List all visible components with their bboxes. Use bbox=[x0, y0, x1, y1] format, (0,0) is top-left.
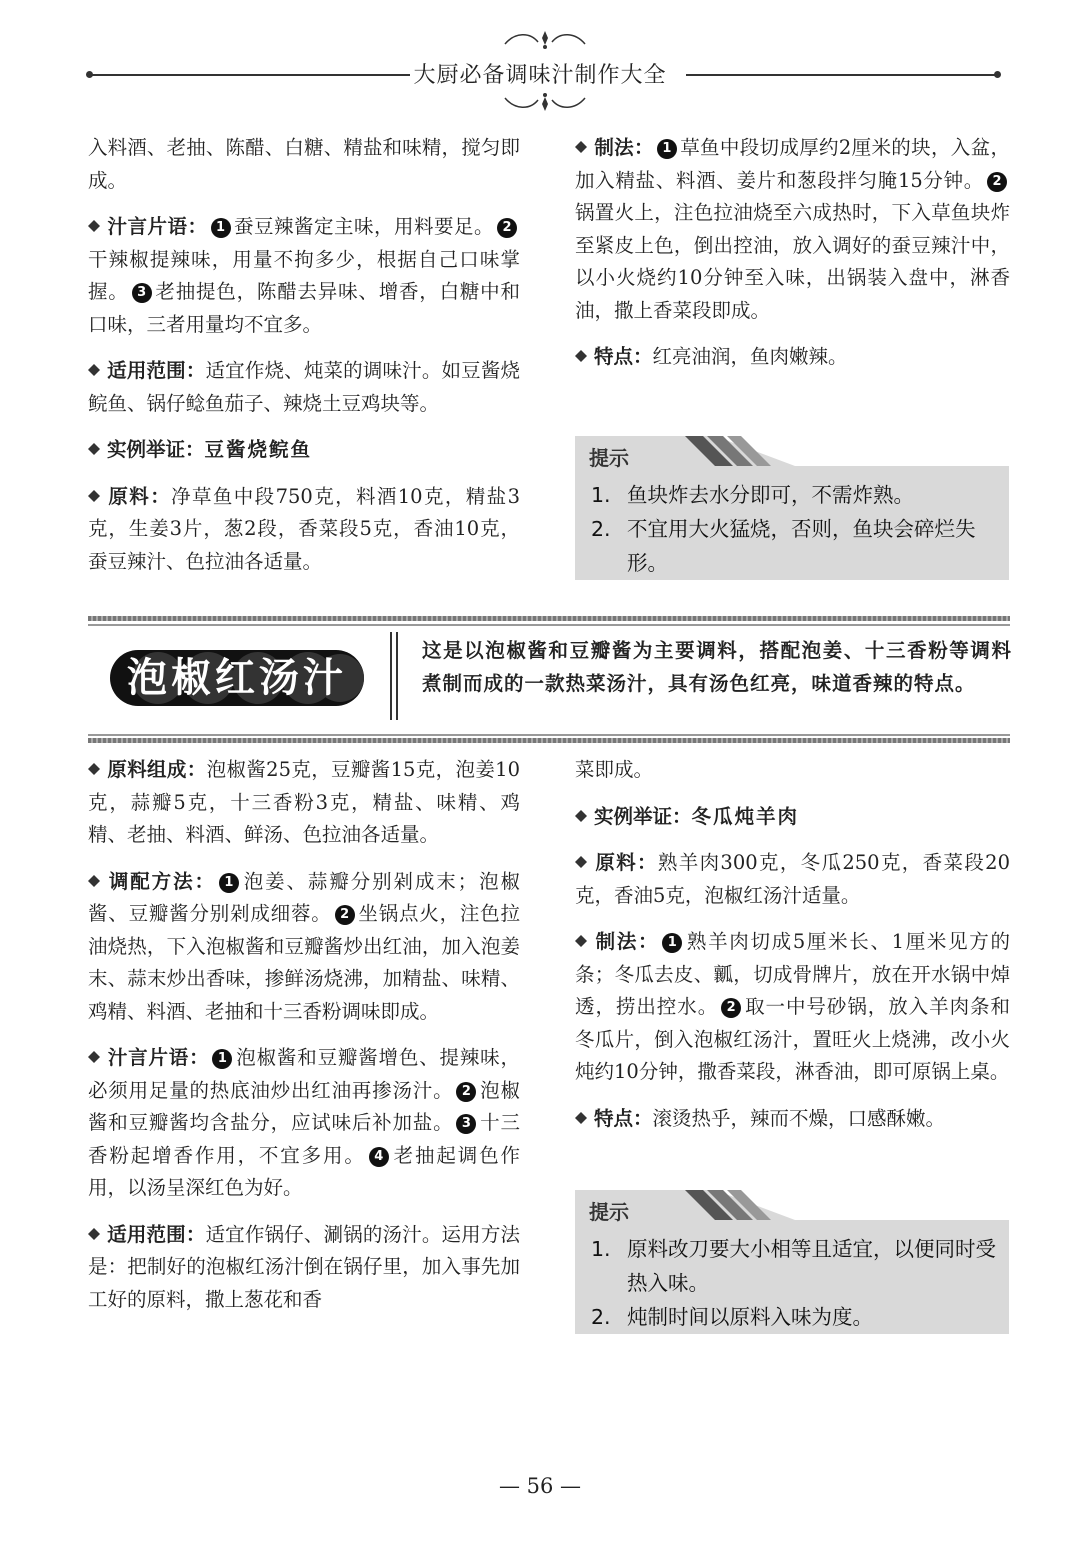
diamond-right-icon bbox=[581, 1112, 587, 1124]
tip-number: 2. bbox=[591, 517, 611, 541]
example-paragraph bbox=[88, 434, 520, 467]
prep-paragraph bbox=[88, 866, 520, 1029]
ingredients-text: 净草鱼中段750克，料酒10克，精盐3克，生姜3片，葱2段，香菜段5克，香油10克，蚕豆辣汁、色拉油各适量。 bbox=[88, 484, 520, 573]
method-label: 制法： bbox=[594, 930, 660, 953]
recipe-text bbox=[88, 132, 520, 197]
tip-item bbox=[591, 1232, 997, 1300]
tip-item: 十三香粉起增香作用，不宜多用。 bbox=[88, 1111, 520, 1167]
tip-text: 不宜用大火猛烧，否则，鱼块会碎烂失形。 bbox=[627, 517, 976, 575]
header-ornament-bottom bbox=[500, 92, 590, 114]
tips-label: 汁言片语： bbox=[107, 1046, 210, 1069]
scope-label: 适用范围： bbox=[107, 359, 206, 382]
number-1-icon: 1 bbox=[657, 139, 677, 159]
example-label: 实例举证： bbox=[594, 804, 692, 828]
example-dish: 冬瓜炖羊肉 bbox=[691, 804, 800, 828]
ingredients-text: 熟羊肉300克，冬瓜250克，香菜段20克，香油5克，泡椒红汤汁适量。 bbox=[575, 851, 1010, 907]
tip-list bbox=[591, 1232, 997, 1334]
tip-box-top bbox=[575, 446, 1009, 580]
scope-paragraph bbox=[88, 355, 520, 420]
diamond-right-icon bbox=[581, 141, 587, 153]
tip-item bbox=[591, 478, 997, 512]
tip-item: 老抽起调色作用，以汤呈深红色为好。 bbox=[88, 1143, 520, 1199]
ingredients-label: 原料组成： bbox=[107, 758, 207, 781]
number-3-icon: 3 bbox=[456, 1114, 476, 1134]
header-dot-right bbox=[994, 71, 1001, 78]
diamond-right-icon bbox=[581, 350, 587, 362]
tip-text: 鱼块炸去水分即可，不需炸熟。 bbox=[627, 483, 914, 507]
tip-item: 泡椒酱和豆瓣酱均含盐分，应试味后补加盐。 bbox=[88, 1078, 520, 1134]
ingredients-text: 泡椒酱25克，豆瓣酱15克，泡姜10克，蒜瓣5克，十三香粉3克，精盐、味精、鸡精、老抽、料酒、鲜汤、色拉油各适量。 bbox=[88, 758, 520, 846]
diamond-right-icon bbox=[581, 810, 587, 822]
section-rule-bottom bbox=[88, 734, 1010, 736]
bottom-right-column bbox=[575, 754, 1010, 1149]
method-step: 锅置火上，注色拉油烧至六成热时，下入草鱼块炸至紧皮上色，倒出控油，放入调好的蚕豆辣汁中，以小火烧约10分钟至入味，出锅装入盘中，淋香油，撒上香菜段即成。 bbox=[575, 201, 1010, 322]
number-2-icon: 2 bbox=[335, 905, 355, 925]
feature-paragraph bbox=[575, 1103, 1010, 1136]
tip-number: 2. bbox=[591, 1305, 611, 1329]
number-1-icon: 1 bbox=[219, 873, 239, 893]
tip-item: 蚕豆辣酱定主味，用料要足。 bbox=[233, 215, 494, 238]
continued-text: 菜即成。 bbox=[575, 758, 654, 781]
method-step: 草鱼中段切成厚约2厘米的块，入盆，加入精盐、料酒、姜片和葱段拌匀腌15分钟。 bbox=[575, 136, 1010, 192]
continued-paragraph bbox=[575, 754, 1010, 787]
section-band-bottom bbox=[88, 738, 1010, 743]
number-1-icon: 1 bbox=[212, 1049, 232, 1069]
diamond-right-icon bbox=[94, 220, 100, 232]
diamond-right-icon bbox=[94, 875, 100, 887]
method-paragraph bbox=[575, 132, 1010, 327]
section-divider-2 bbox=[396, 632, 398, 720]
tip-item bbox=[591, 1300, 997, 1334]
header-rule-right bbox=[686, 74, 996, 76]
section-band-top bbox=[88, 616, 1010, 621]
continued-paragraph: 入料酒、老抽、陈醋、白糖、精盐和味精，搅匀即成。 bbox=[88, 136, 520, 192]
tip-item: 泡椒酱和豆瓣酱增色、提辣味，必须用足量的热底油炒出红油再掺汤汁。 bbox=[88, 1046, 520, 1102]
tips-paragraph bbox=[88, 1042, 520, 1205]
scope-text: 适宜作烧、炖菜的调味汁。如豆酱烧鲩鱼、锅仔鲶鱼茄子、辣烧土豆鸡块等。 bbox=[88, 359, 520, 415]
diamond-right-icon bbox=[94, 490, 100, 502]
number-2-icon: 2 bbox=[987, 172, 1007, 192]
bottom-left-column bbox=[88, 754, 520, 1330]
method-step: 取一中号砂锅，放入羊肉条和冬瓜片，倒入泡椒红汤汁，置旺火上烧沸，改小火炖约10分钟，撒香菜段，淋香油，即可原锅上桌。 bbox=[575, 995, 1010, 1083]
tip-number: 1. bbox=[591, 1237, 611, 1261]
section-divider-1 bbox=[390, 632, 392, 720]
diamond-right-icon bbox=[94, 763, 100, 775]
example-paragraph bbox=[575, 801, 1010, 834]
feature-paragraph bbox=[575, 341, 1010, 374]
number-1-icon: 1 bbox=[662, 933, 682, 953]
tip-box-bottom bbox=[575, 1200, 1009, 1334]
feature-text: 红亮油润，鱼肉嫩辣。 bbox=[652, 345, 848, 368]
method-paragraph bbox=[575, 926, 1010, 1089]
diamond-right-icon bbox=[94, 1051, 100, 1063]
ingredients-paragraph bbox=[88, 481, 520, 579]
tip-stripes-icon bbox=[675, 1190, 795, 1220]
top-right-column bbox=[575, 132, 1010, 388]
number-4-icon: 4 bbox=[369, 1147, 389, 1167]
number-2-icon: 2 bbox=[721, 998, 741, 1018]
tip-text: 炖制时间以原料入味为度。 bbox=[627, 1305, 873, 1329]
prep-step: 坐锅点火，注色拉油烧热，下入泡椒酱和豆瓣酱炒出红油，加入泡姜末、蒜末炒出香味，掺鲜汤烧沸，加精盐、味精、鸡精、料酒、老抽和十三香粉调味即成。 bbox=[88, 902, 520, 1023]
ingredients-paragraph bbox=[575, 847, 1010, 912]
tip-item: 老抽提色，陈醋去异味、增香，白糖中和口味，三者用量均不宜多。 bbox=[88, 280, 520, 336]
tip-item: 干辣椒提辣味，用量不拘多少，根据自己口味掌握。 bbox=[88, 247, 520, 303]
number-2-icon: 2 bbox=[456, 1082, 476, 1102]
feature-label: 特点： bbox=[594, 345, 653, 368]
diamond-right-icon bbox=[94, 1228, 100, 1240]
section-title: 泡椒红汤汁 bbox=[127, 655, 347, 701]
header-ornament-top bbox=[500, 28, 590, 50]
ingredients-label: 原料： bbox=[107, 484, 172, 508]
example-dish: 豆酱烧鲩鱼 bbox=[204, 438, 313, 461]
section-intro: 这是以泡椒酱和豆瓣酱为主要调料，搭配泡姜、十三香粉等调料煮制而成的一款热菜汤汁，具有汤色红亮，味道香辣的特点。 bbox=[422, 639, 1012, 695]
number-2-icon: 2 bbox=[497, 218, 517, 238]
tip-list bbox=[591, 478, 997, 580]
method-label: 制法： bbox=[594, 136, 654, 159]
tips-paragraph bbox=[88, 211, 520, 341]
ingredients-label: 原料： bbox=[594, 851, 658, 874]
scope-text: 适宜作锅仔、涮锅的汤汁。运用方法是：把制好的泡椒红汤汁倒在锅仔里，加入事先加工好的原料，撒上葱花和香 bbox=[88, 1222, 520, 1311]
number-1-icon: 1 bbox=[211, 218, 231, 238]
ingredients-paragraph bbox=[88, 754, 520, 852]
feature-label: 特点： bbox=[594, 1106, 653, 1130]
diamond-right-icon bbox=[581, 856, 587, 868]
diamond-right-icon bbox=[581, 935, 587, 947]
tip-label: 提示 bbox=[589, 1200, 629, 1224]
tip-item bbox=[591, 512, 997, 580]
prep-step: 泡姜、蒜瓣分别剁成末；泡椒酱、豆瓣酱分别剁成细蓉。 bbox=[88, 869, 520, 925]
diamond-right-icon bbox=[94, 443, 100, 455]
header-title: 大厨必备调味汁制作大全 bbox=[413, 63, 667, 88]
tip-text: 原料改刀要大小相等且适宜，以便同时受热入味。 bbox=[627, 1237, 996, 1295]
tip-stripes-icon bbox=[675, 436, 795, 466]
section-rule-top bbox=[88, 624, 1010, 626]
prep-label: 调配方法： bbox=[107, 869, 216, 893]
scope-paragraph bbox=[88, 1219, 520, 1317]
tips-label: 汁言片语： bbox=[107, 215, 208, 238]
diamond-right-icon bbox=[94, 364, 100, 376]
page-number: — 56 — bbox=[498, 1474, 582, 1498]
top-left-column bbox=[88, 132, 520, 592]
method-step: 熟羊肉切成5厘米长、1厘米见方的条；冬瓜去皮、瓤，切成骨牌片，放在开水锅中焯透，捞出控水。 bbox=[575, 930, 1010, 1018]
example-label: 实例举证： bbox=[107, 438, 205, 461]
tip-label: 提示 bbox=[589, 446, 629, 470]
tip-number: 1. bbox=[591, 483, 611, 507]
scope-label: 适用范围： bbox=[107, 1222, 206, 1246]
number-3-icon: 3 bbox=[132, 283, 152, 303]
feature-text: 滚烫热乎，辣而不燥，口感酥嫩。 bbox=[652, 1106, 946, 1130]
